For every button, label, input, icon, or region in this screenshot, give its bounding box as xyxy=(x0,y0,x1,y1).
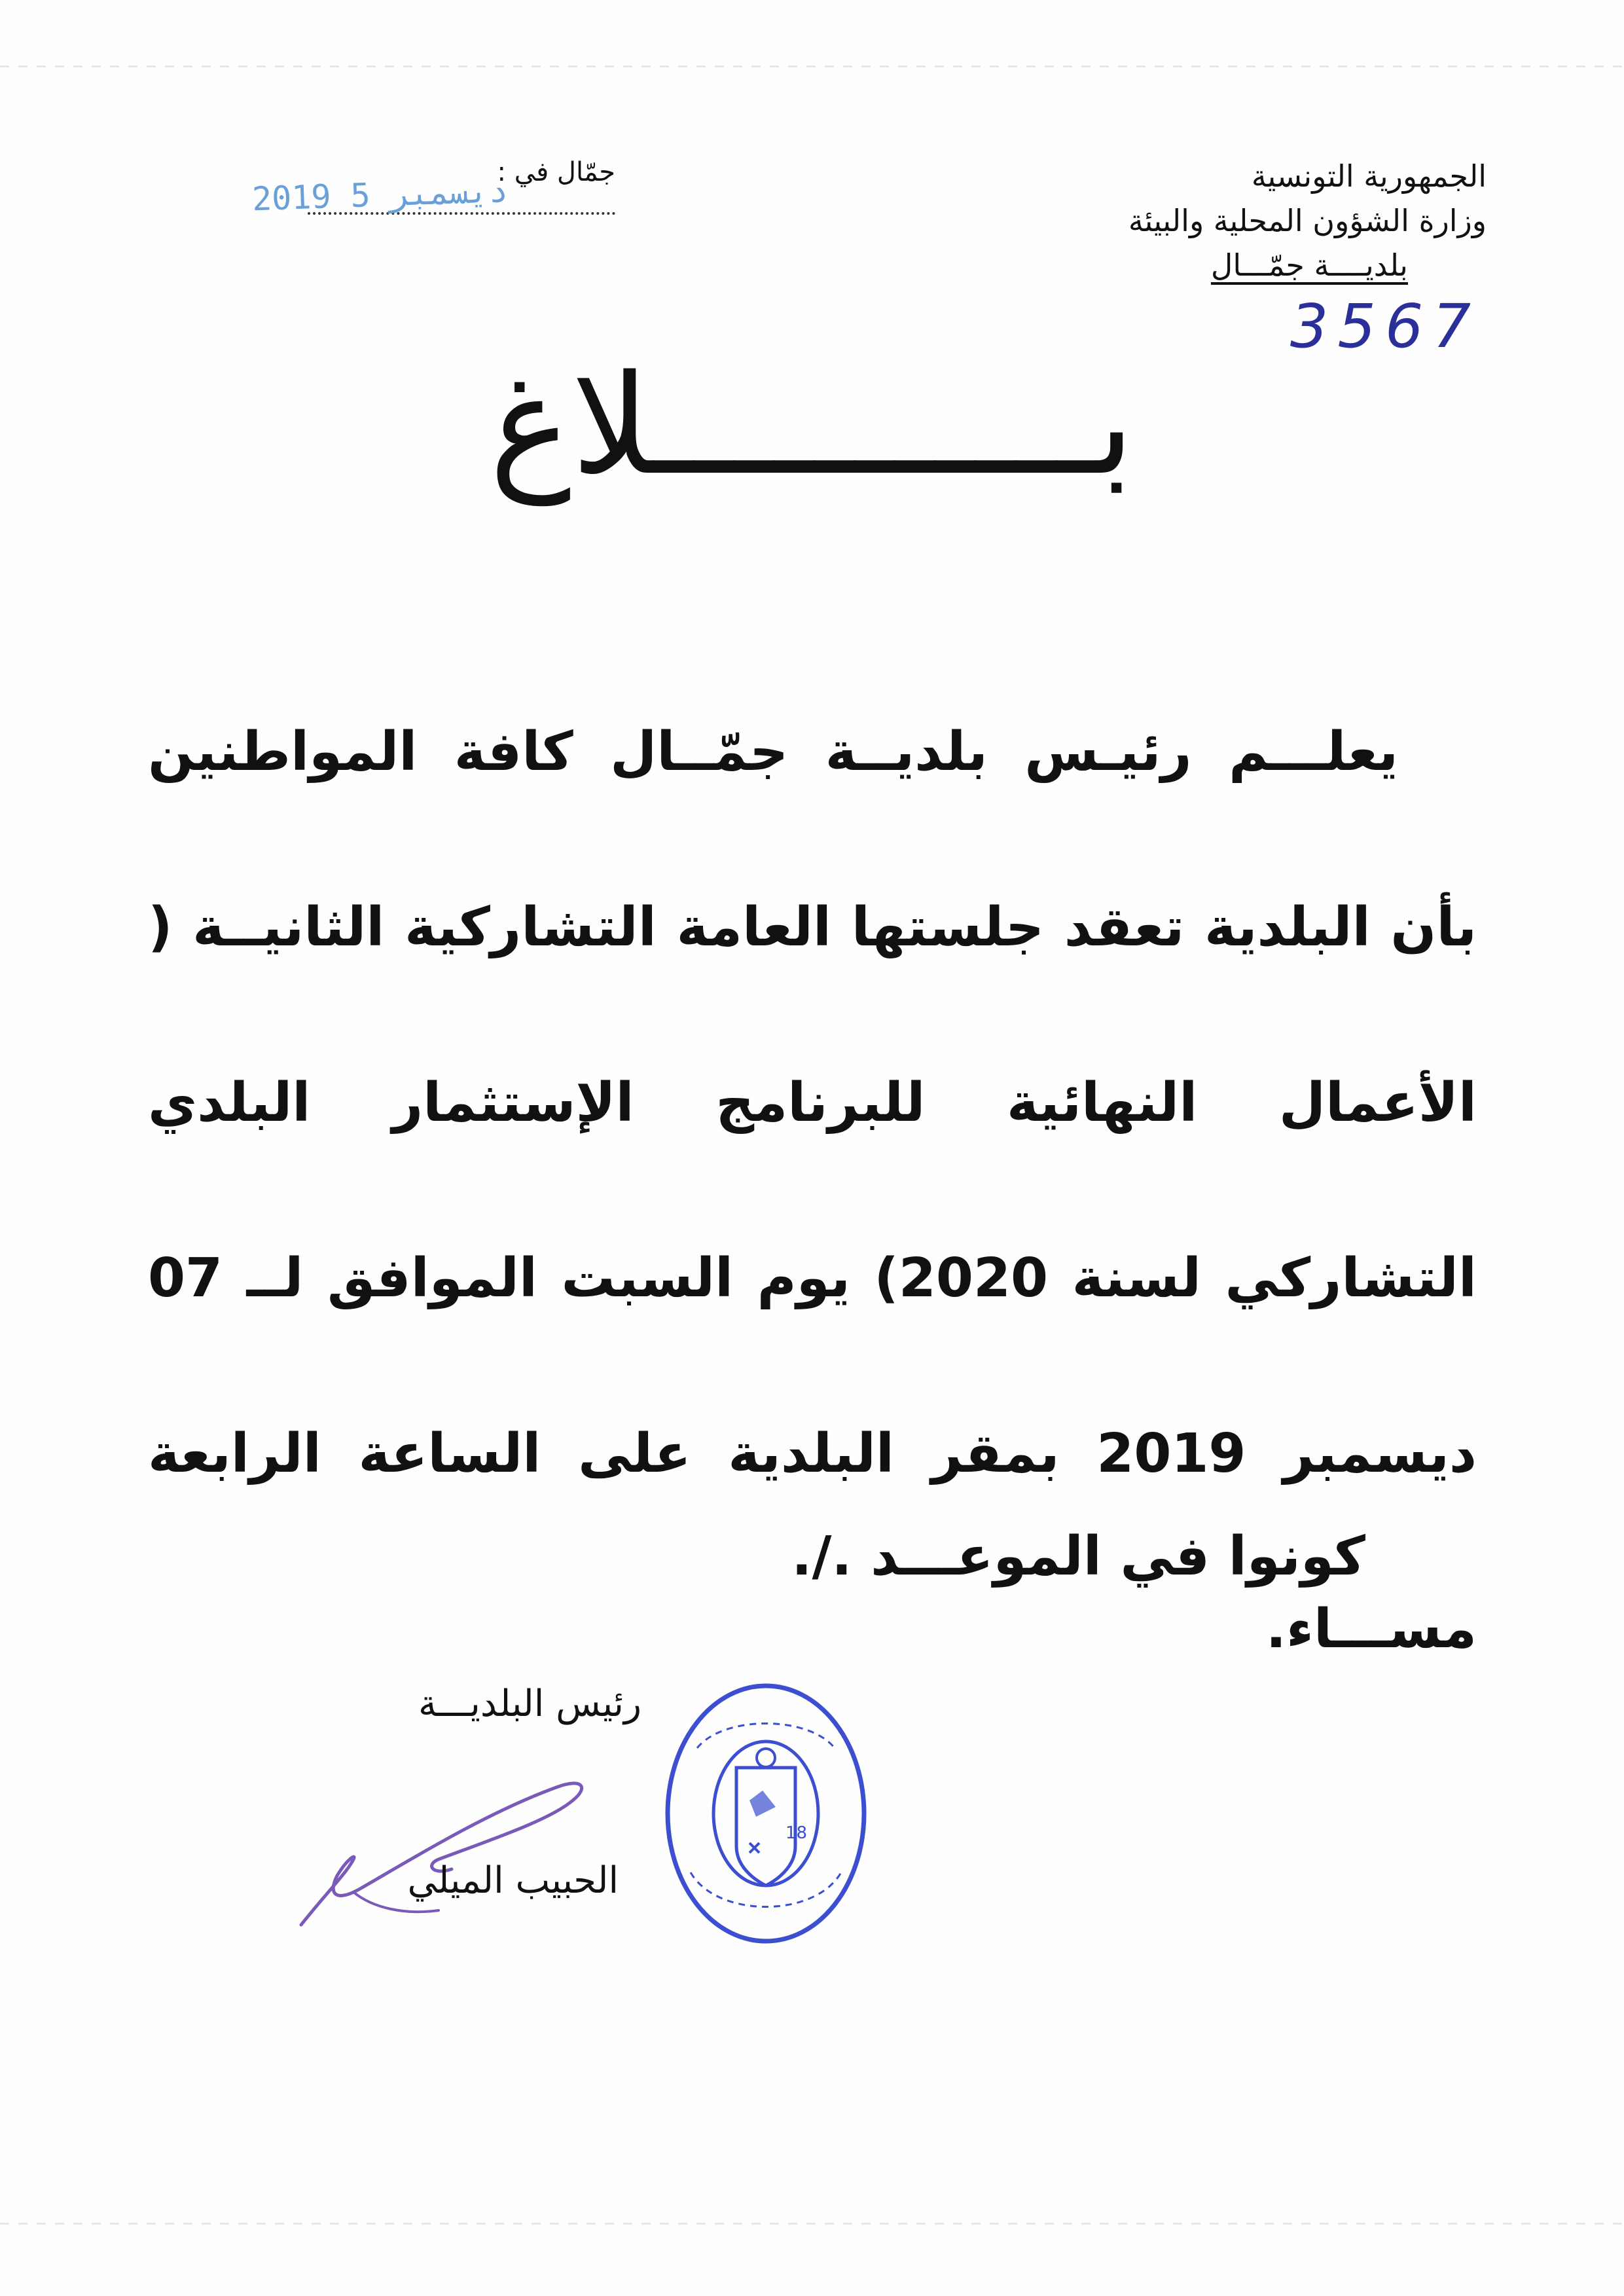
signatory-title: رئيس البلديـــة xyxy=(418,1683,641,1725)
scan-edge-bottom xyxy=(0,2223,1624,2225)
letterhead xyxy=(1015,154,1487,287)
municipality-name: بلديــــة جمّـــال xyxy=(1210,247,1408,283)
handwritten-signature xyxy=(275,1761,615,1944)
reference-number: 3567 xyxy=(1290,291,1480,361)
seal-number: 18 xyxy=(785,1823,807,1843)
document-title: بـــــــــــلاغ xyxy=(489,345,1135,505)
announcement-paragraph: يعلـــم رئيـس بلديــة جمّــال كافة المواطنين بأن البلدية تعقد جلستها العامة التشاركية الثانيــة ( الأعمال النهائية للبرنامج الإستثمار البلدي التشاركي لسنة 2020) يوم السبت الموافق لــ 07 ديسمبر 2019 بمقر البلدية على الساعة الرابعة مســـاء. xyxy=(148,721,1477,1660)
signatory-name: الحبيب الميلي xyxy=(407,1859,619,1902)
ministry-name: وزارة الشؤون المحلية والبيئة xyxy=(1128,203,1487,238)
closing-line: كونوا في الموعـــد ./. xyxy=(791,1525,1365,1588)
date-stamp: 2019 ديسمبر 5 xyxy=(251,171,509,219)
official-seal xyxy=(658,1676,874,1951)
scan-edge-top xyxy=(0,65,1624,67)
country-name: الجمهورية التونسية xyxy=(1251,158,1487,194)
place-label: جمّال في : xyxy=(497,157,615,187)
